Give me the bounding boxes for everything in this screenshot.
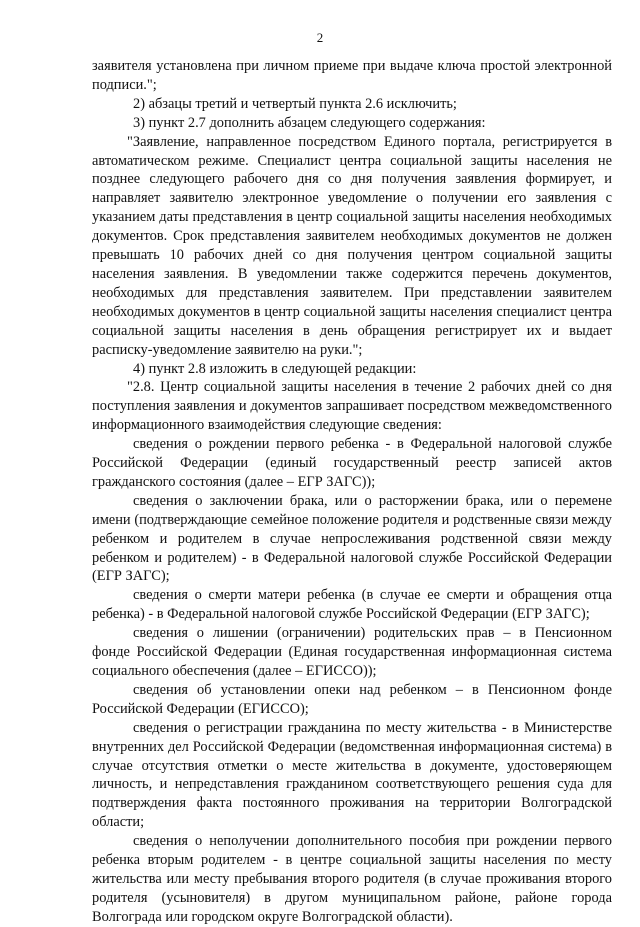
paragraph-parental-rights-info: сведения о лишении (ограничении) родительских прав – в Пенсионном фонде Российской Федерации (Единая государственная информационная система социального обеспечения (далее – ЕГИССО)); <box>92 625 612 679</box>
paragraph-continuation: заявителя установлена при личном приеме при выдаче ключа простой электронной подписи."; <box>92 58 612 93</box>
paragraph-item-3: 3) пункт 2.7 дополнить абзацем следующего содержания: <box>133 114 486 131</box>
page-number: 2 <box>316 30 324 45</box>
paragraph-death-info: сведения о смерти матери ребенка (в случае ее смерти и обращения отца ребенка) - в Федеральной налоговой службе Российской Федерации (ЕГР ЗАГС); <box>92 587 612 623</box>
paragraph-birth-info: сведения о рождении первого ребенка - в Федеральной налоговой службе Российской Федерации (единый государственный реестр записей актов гражданского состояния (далее – ЕГР ЗАГС)); <box>92 436 612 490</box>
paragraph-marriage-info: сведения о заключении брака, или о расторжении брака, или о перемене имени (подтверждающие семейное положение родителя и родственные связи между ребенком и родителем в случае непрослеживания родственной связи между ребенком и родителем) - в Федеральной налоговой службе Российской Федерации (ЕГР ЗАГС); <box>92 492 612 585</box>
paragraph-quote-2-8: "2.8. Центр социальной защиты населения в течение 2 рабочих дней со дня поступления заявления и документов запрашивает посредством межведомственного информационного взаимодействия следующие сведения: <box>92 379 612 434</box>
paragraph-item-2: 2) абзацы третий и четвертый пункта 2.6 исключить; <box>133 95 457 112</box>
paragraph-guardianship-info: сведения об установлении опеки над ребенком – в Пенсионном фонде Российской Федерации (ЕГИССО); <box>92 681 612 717</box>
paragraph-quote-2-7: "Заявление, направленное посредством Единого портала, регистрируется в автоматическом режиме. Специалист центра социальной защиты населения не позднее следующего рабочего дня со дня получения заявления формирует, и направляет заявителю электронное уведомление о получении его заявления с указанием даты представления в центр социальной защиты населения необходимых документов. Срок представления заявителем необходимых документов не должен превышать 10 рабочих дней со дня получения центром социальной защиты населения заявления. В уведомлении также содержится перечень документов, необходимых для представления заявителем. При представлении заявителем необходимых документов в центр социальной защиты населения специалист центра социальной защиты населения в день обращения регистрирует их и выдает расписку-уведомление заявителю на руки."; <box>92 133 612 358</box>
paragraph-item-4: 4) пункт 2.8 изложить в следующей редакции: <box>133 360 417 377</box>
paragraph-registration-info: сведения о регистрации гражданина по месту жительства - в Министерстве внутренних дел Российской Федерации (ведомственная информационная система) в случае отсутствия отметки о месте жительства в документе, удостоверяющем личность, и непредставления гражданином соответствующего решения суда для подтверждения факта постоянного проживания на территории Волгоградской области; <box>92 719 612 831</box>
paragraph-second-parent-info: сведения о неполучении дополнительного пособия при рождении первого ребенка вторым родителем - в центре социальной защиты населения по месту жительства или месту пребывания второго родителя (в случае проживания второго родителя (усыновителя) в другом муниципальном районе, районе города Волгограда или городском округе Волгоградской области). <box>92 833 612 925</box>
document-body <box>92 57 612 927</box>
